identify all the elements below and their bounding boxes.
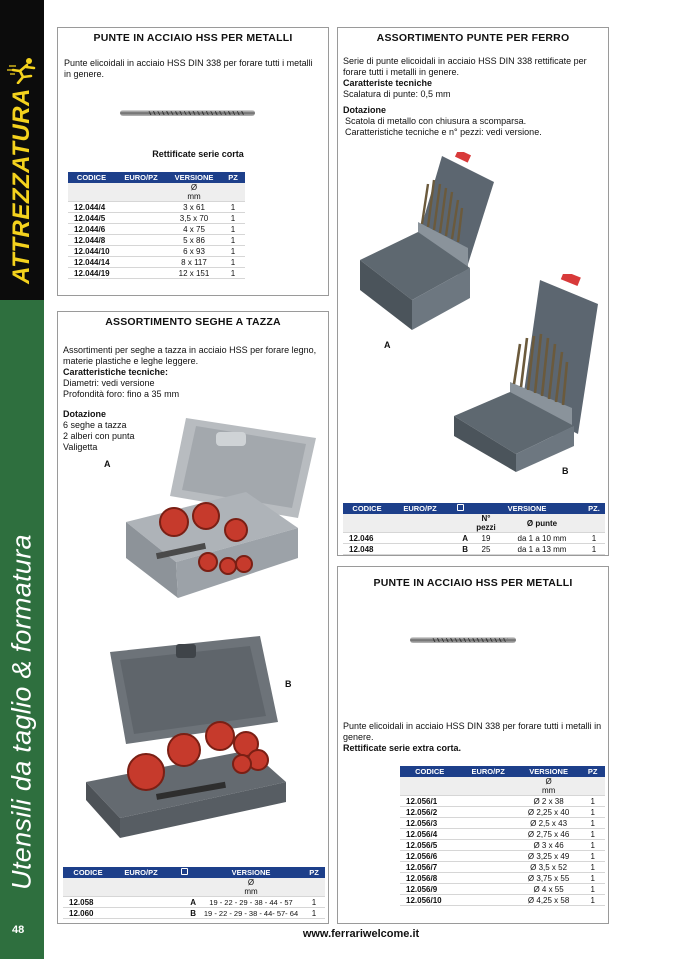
box-title: PUNTE IN ACCIAIO HSS PER METALLI: [373, 577, 573, 589]
product-description: Punte elicoidali in acciaio HSS DIN 338 per forare tutti i metalli in genere.: [64, 58, 313, 79]
page-number: 48: [12, 924, 25, 936]
col-header-version: VERSIONE: [517, 766, 581, 777]
subheader-diameter: Ø mm: [167, 183, 221, 202]
box-title: ASSORTIMENTO SEGHE A TAZZA: [105, 316, 281, 328]
table-row: 12.056/8 Ø 3,75 x 55 1: [400, 873, 605, 884]
table-row: 12.056/1 Ø 2 x 38 1: [400, 796, 605, 807]
equipment-line: Scatola di metallo con chiusura a scomparsa.: [345, 116, 527, 126]
subheader-diameter: Ø mm: [199, 878, 303, 897]
equipment-line: 6 seghe a tazza: [63, 420, 127, 430]
drill-bit-image: [120, 110, 255, 116]
tech-line: Diametri: vedi versione: [63, 378, 155, 388]
table-row: 12.056/2 Ø 2,25 x 40 1: [400, 807, 605, 818]
col-header-price: EURO/PZ: [459, 766, 516, 777]
col-header-version: VERSIONE: [167, 172, 221, 183]
product-table: [68, 172, 245, 279]
subheader-points: Ø punte: [501, 514, 583, 533]
product-table: [63, 867, 325, 919]
table-row: 12.056/7 Ø 3,5 x 52 1: [400, 862, 605, 873]
product-table: [400, 766, 605, 906]
table-row: 12.056/9 Ø 4 x 55 1: [400, 884, 605, 895]
col-header-version: VERSIONE: [199, 867, 303, 878]
equipment-line: 2 alberi con punta: [63, 431, 135, 441]
equipment-heading: Dotazione: [63, 409, 107, 419]
hole-saw-case-a-image: [116, 412, 326, 612]
table-row: 12.056/10 Ø 4,25 x 58 1: [400, 895, 605, 906]
equipment-heading: Dotazione: [343, 105, 387, 115]
equipment-line: Valigetta: [63, 442, 98, 452]
checkbox-icon: [169, 867, 199, 878]
table-row: 12.056/5 Ø 3 x 46 1: [400, 840, 605, 851]
col-header-price: EURO/PZ: [115, 172, 167, 183]
runner-logo-icon: [7, 56, 39, 84]
col-header-pz: PZ: [580, 766, 605, 777]
section-label: Utensili da taglio & formatura: [6, 534, 37, 890]
product-subtitle: Rettificate serie extra corta.: [343, 743, 462, 753]
image-label-b: B: [285, 679, 292, 689]
col-header-price: EURO/PZ: [113, 867, 169, 878]
col-header-price: EURO/PZ: [391, 503, 449, 514]
image-label-a: A: [104, 459, 111, 469]
table-row: 12.058 A 19 - 22 - 29 - 38 - 44 - 57 1: [63, 897, 325, 908]
table-row: 12.044/8 5 x 86 1: [68, 235, 245, 246]
product-box-hss-extra-short: [337, 566, 609, 924]
hole-saw-case-b-image: [80, 632, 300, 842]
product-table: [343, 503, 605, 555]
table-row: 12.044/10 6 x 93 1: [68, 246, 245, 257]
table-row: 12.056/3 Ø 2,5 x 43 1: [400, 818, 605, 829]
product-description: Serie di punte elicoidali in acciaio HSS DIN 338 rettificate per forare tutti i metalli in genere.: [343, 56, 587, 77]
sidebar: [0, 0, 44, 959]
product-box-hole-saws: [57, 311, 329, 924]
table-row: 12.044/4 3 x 61 1: [68, 202, 245, 213]
tech-heading: Caratteristiche tecniche:: [63, 367, 169, 377]
table-row: 12.044/19 12 x 151 1: [68, 268, 245, 279]
col-header-code: CODICE: [68, 172, 115, 183]
col-header-code: CODICE: [400, 766, 459, 777]
table-row: 12.048 B 25 da 1 a 13 mm 1: [343, 544, 605, 555]
table-row: 12.046 A 19 da 1 a 10 mm 1: [343, 533, 605, 544]
table-row: 12.044/14 8 x 117 1: [68, 257, 245, 268]
product-box-hss-short: [57, 27, 329, 296]
table-row: 12.060 B 19 - 22 - 29 - 38 - 44- 57- 64 1: [63, 908, 325, 919]
tech-heading: Caratteriste tecniche: [343, 78, 433, 88]
image-label-b: B: [562, 466, 569, 476]
product-description: Punte elicoidali in acciaio HSS DIN 338 per forare tutti i metalli in genere.: [343, 721, 602, 742]
col-header-version: VERSIONE: [471, 503, 583, 514]
footer-website-link[interactable]: www.ferrariwelcome.it: [302, 928, 420, 940]
table-row: 12.056/4 Ø 2,75 x 46 1: [400, 829, 605, 840]
checkbox-icon: [449, 503, 471, 514]
image-label-a: A: [384, 340, 391, 350]
tech-line: Scalatura di punte: 0,5 mm: [343, 89, 451, 99]
col-header-pz: PZ.: [583, 503, 605, 514]
col-header-code: CODICE: [63, 867, 113, 878]
product-description: Assortimenti per seghe a tazza in acciaio HSS per forare legno, materie plastiche e leghe leggere.: [63, 345, 317, 366]
product-box-drill-assortment: [337, 27, 609, 556]
drill-case-b-image: [448, 274, 608, 474]
col-header-pz: PZ: [303, 867, 325, 878]
category-label: ATTREZZATURA: [8, 88, 35, 284]
drill-bit-image: [410, 637, 516, 643]
subheader-count: N° pezzi: [471, 514, 501, 533]
tech-line: Profondità foro: fino a 35 mm: [63, 389, 180, 399]
subheader-diameter: Ø mm: [517, 777, 581, 796]
equipment-line: Caratteristiche tecniche e n° pezzi: vedi versione.: [345, 127, 542, 137]
col-header-pz: PZ: [221, 172, 245, 183]
table-row: 12.044/6 4 x 75 1: [68, 224, 245, 235]
product-subtitle: Rettificate serie corta: [152, 149, 244, 159]
table-row: 12.056/6 Ø 3,25 x 49 1: [400, 851, 605, 862]
box-title: PUNTE IN ACCIAIO HSS PER METALLI: [93, 32, 293, 44]
col-header-code: CODICE: [343, 503, 391, 514]
table-row: 12.044/5 3,5 x 70 1: [68, 213, 245, 224]
box-title: ASSORTIMENTO PUNTE PER FERRO: [376, 32, 570, 44]
